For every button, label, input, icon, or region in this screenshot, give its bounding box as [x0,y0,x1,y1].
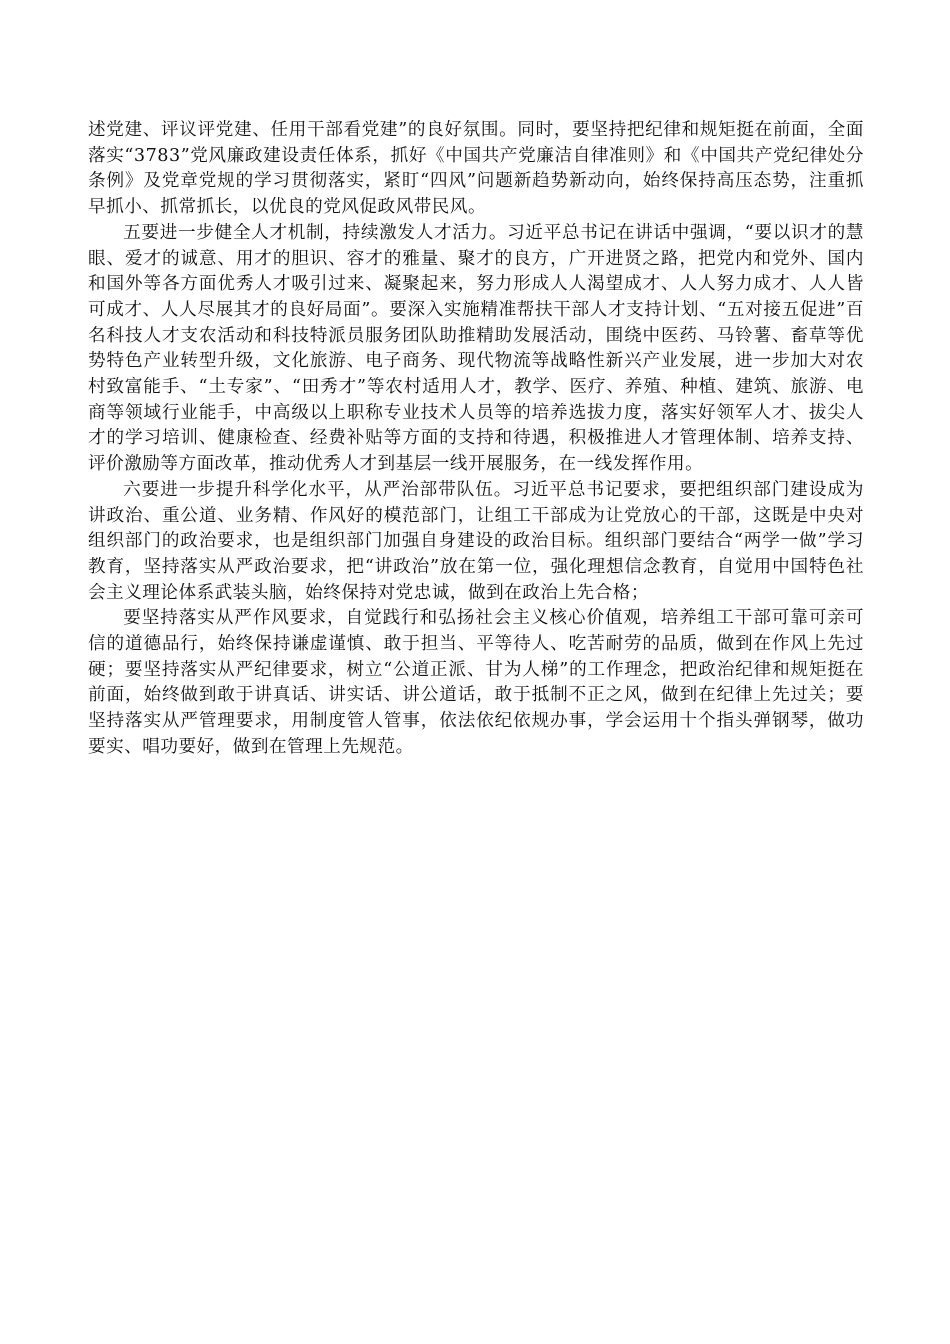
paragraph-continuation: 述党建、评议评党建、任用干部看党建”的良好氛围。同时，要坚持把纪律和规矩挺在前面，全面落实“3783”党风廉政建设责任体系，抓好《中国共产党廉洁自律准则》和《中国共产党纪律处分条例》及党章党规的学习贯彻落实，紧盯“四风”问题新趋势新动向，始终保持高压态势，注重抓早抓小、抓常抓长，以优良的党风促政风带民风。 [88,120,864,218]
paragraph-strict-requirements: 要坚持落实从严作风要求，自觉践行和弘扬社会主义核心价值观，培养组工干部可靠可亲可信的道德品行，始终保持谦虚谨慎、敢于担当、平等待人、吃苦耐劳的品质，做到在作风上先过硬；要坚持落实从严纪律要求，树立“公道正派、甘为人梯”的工作理念，把政治纪律和规矩挺在前面，始终做到敢于讲真话、讲实话、讲公道话，敢于抵制不正之风，做到在纪律上先过关；要坚持落实从严管理要求，用制度管人管事，依法依纪依规办事，学会运用十个指头弹钢琴，做功要实、唱功要好，做到在管理上先规范。 [88,608,864,757]
document-body [88,118,864,761]
paragraph-talent-mechanism: 五要进一步健全人才机制，持续激发人才活力。习近平总书记在讲话中强调，“要以识才的慧眼、爱才的诚意、用才的胆识、容才的雅量、聚才的良方，广开进贤之路，把党内和党外、国内和国外等各方面优秀人才吸引过来、凝聚起来，努力形成人人渴望成才、人人努力成才、人人皆可成才、人人尽展其才的良好局面”。要深入实施精准帮扶干部人才支持计划、“五对接五促进”百名科技人才支农活动和科技特派员服务团队助推精助发展活动，围绕中医药、马铃薯、畜草等优势特色产业转型升级，文化旅游、电子商务、现代物流等战略性新兴产业发展，进一步加大对农村致富能手、“土专家”、“田秀才”等农村适用人才，教学、医疗、养殖、种植、建筑、旅游、电商等领域行业能手，中高级以上职称专业技术人员等的培养选拔力度，落实好领军人才、拔尖人才的学习培训、健康检查、经费补贴等方面的支持和待遇，积极推进人才管理体制、培养支持、评价激励等方面改革，推动优秀人才到基层一线开展服务，在一线发挥作用。 [88,222,864,475]
paragraph-scientific-level: 六要进一步提升科学化水平，从严治部带队伍。习近平总书记要求，要把组织部门建设成为讲政治、重公道、业务精、作风好的模范部门，让组工干部成为让党放心的干部，这既是中央对组织部门的政治要求，也是组织部门加强自身建设的政治目标。组织部门要结合“两学一做”学习教育，坚持落实从严政治要求，把“讲政治”放在第一位，强化理想信念教育，自觉用中国特色社会主义理论体系武装头脑，始终保持对党忠诚，做到在政治上先合格； [88,479,864,603]
